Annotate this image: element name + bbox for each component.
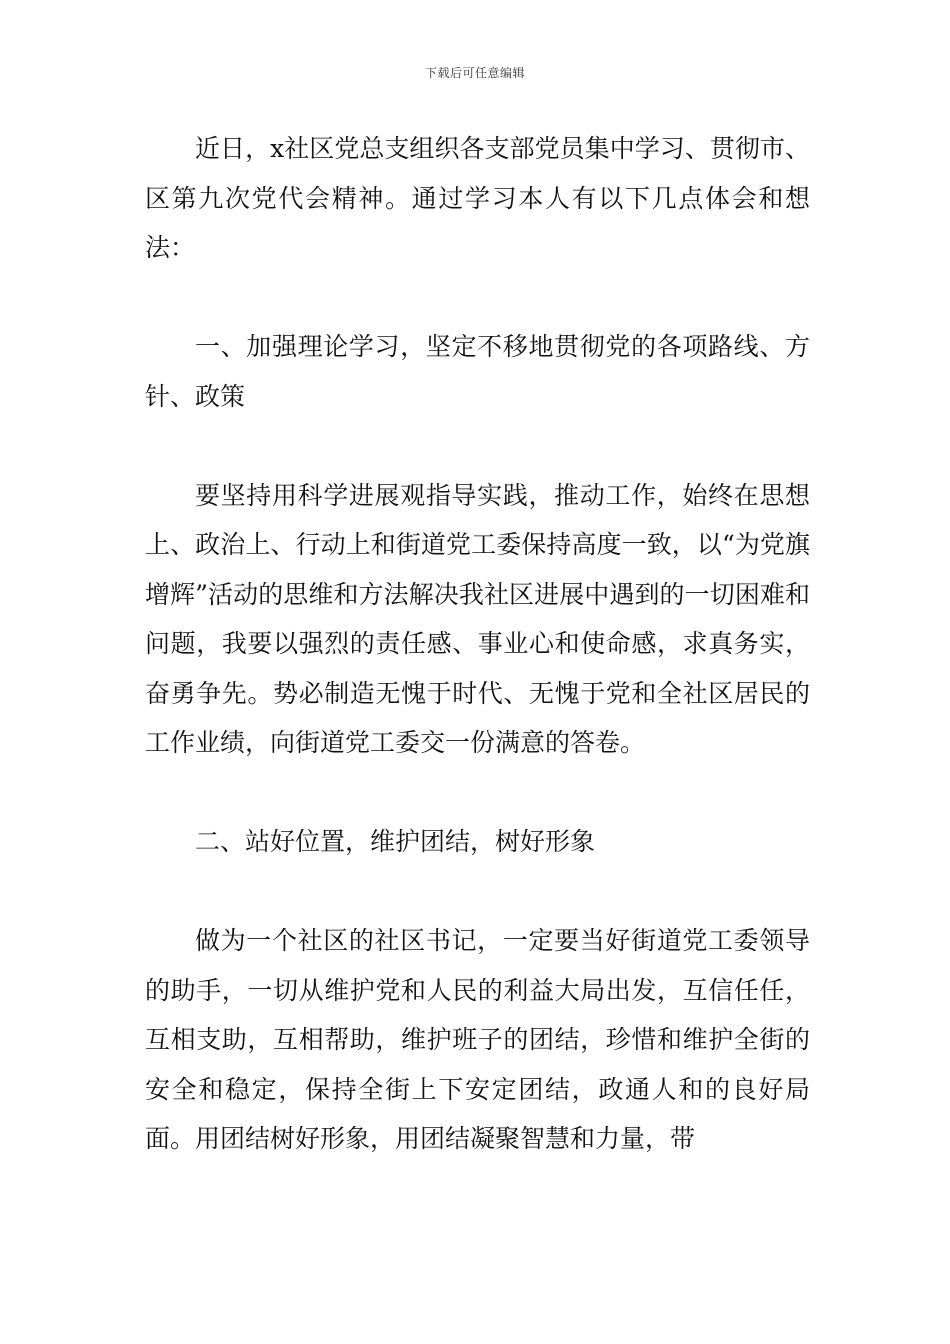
paragraph-gap (145, 421, 810, 471)
section-heading-2: 二、站好位置，维护团结，树好形象 (195, 827, 596, 856)
section-1-paragraph: 要坚持用科学进展观指导实践，推动工作，始终在思想上、政治上、行动上和街道党工委保持高度一致，以“为党旗增辉”活动的思维和方法解决我社区进展中遇到的一切困难和问题，我要以强烈的责任感、事业心和使命感，求真务实，奋勇争先。势必制造无愧于时代、无愧于党和全社区居民的工作业绩，向街道党工委交一份满意的答卷。 (145, 480, 810, 757)
document-body (145, 124, 810, 1164)
section-2-paragraph: 做为一个社区的社区书记，一定要当好街道党工委领导的助手，一切从维护党和人民的利益大局出发，互信任任，互相支助，互相帮助，维护班子的团结，珍惜和维护全街的安全和稳定，保持全街上下安定团结，政通人和的良好局面。用团结树好形象，用团结凝聚智慧和力量，带 (145, 926, 810, 1153)
intro-paragraph: 近日，x社区党总支组织各支部党员集中学习、贯彻市、区第九次党代会精神。通过学习本人有以下几点体会和想法： (145, 134, 810, 262)
paragraph-gap (145, 273, 810, 323)
paragraph-gap (145, 768, 810, 818)
section-heading-1: 一、加强理论学习，坚定不移地贯彻党的各项路线、方针、政策 (145, 332, 810, 411)
paragraph-gap (145, 867, 810, 917)
page-header-note: 下载后可任意编辑 (424, 66, 525, 80)
